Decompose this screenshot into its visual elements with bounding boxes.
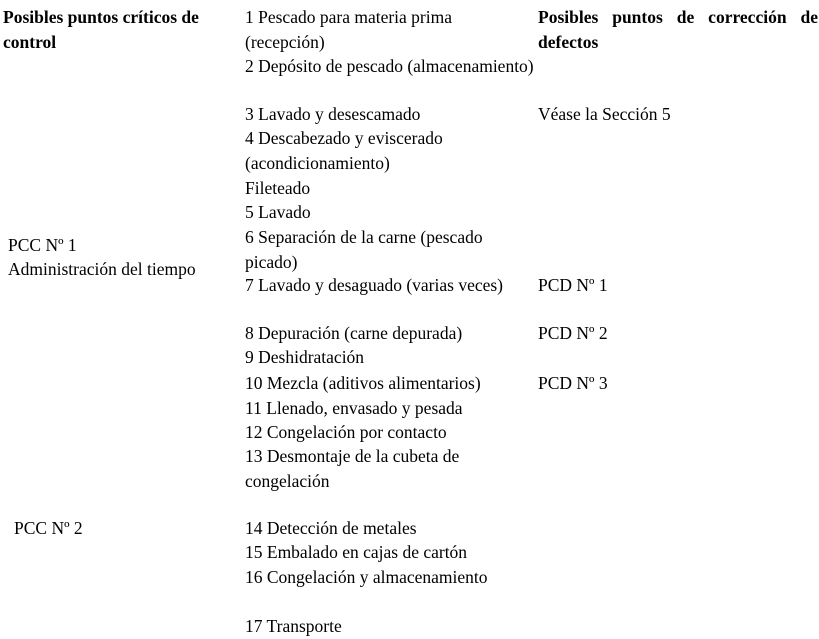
process-step: 10 Mezcla (aditivos alimentarios) xyxy=(245,373,481,393)
header-correction-points: Posibles puntos de corrección de defectos xyxy=(538,7,818,52)
process-step: Fileteado xyxy=(245,178,311,198)
ccp-label-2: PCC Nº 2 xyxy=(14,518,83,538)
correction-point: PCD Nº 1 xyxy=(538,275,608,295)
correction-point: PCD Nº 3 xyxy=(538,373,608,393)
process-step: 11 Llenado, envasado y pesada xyxy=(245,398,463,418)
correction-point: PCD Nº 2 xyxy=(538,323,608,343)
process-step: 2 Depósito de pescado (almacenamiento) xyxy=(245,56,534,76)
process-step: 16 Congelación y almacenamiento xyxy=(245,567,488,587)
process-step: 17 Transporte xyxy=(245,616,342,636)
process-step: 5 Lavado xyxy=(245,202,311,222)
process-step: 7 Lavado y desaguado (varias veces) xyxy=(245,275,504,295)
process-step: 4 Descabezado y eviscerado (acondicionamiento) xyxy=(245,128,443,173)
process-step: 8 Depuración (carne depurada) xyxy=(245,323,463,343)
process-step: 1 Pescado para materia prima (recepción) xyxy=(245,7,452,52)
process-step: 12 Congelación por contacto xyxy=(245,422,447,442)
correction-point: Véase la Sección 5 xyxy=(538,104,671,124)
process-step: 3 Lavado y desescamado xyxy=(245,104,421,124)
ccp-label-1: PCC Nº 1 xyxy=(8,235,77,255)
ccp-detail-1: Administración del tiempo xyxy=(8,259,196,279)
process-step: 6 Separación de la carne (pescado picado) xyxy=(245,227,483,272)
header-critical-points: Posibles puntos críticos de control xyxy=(3,7,199,52)
process-step: 14 Detección de metales xyxy=(245,518,417,538)
process-step: 15 Embalado en cajas de cartón xyxy=(245,542,468,562)
process-step: 13 Desmontaje de la cubeta de congelación xyxy=(245,446,460,491)
process-step: 9 Deshidratación xyxy=(245,347,365,367)
